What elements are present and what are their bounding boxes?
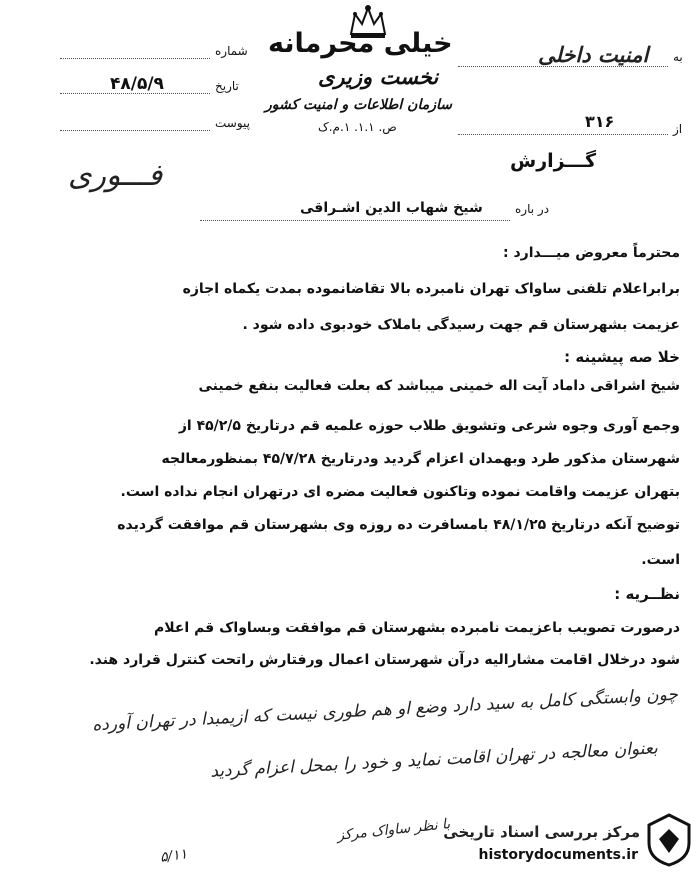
watermark-url: historydocuments.ir: [478, 847, 638, 863]
to-label: به: [673, 50, 683, 64]
handwritten-date: ۵/۱۱: [159, 846, 189, 866]
summary-line-5: توضیح آنکه درتاریخ ۴۸/۱/۲۵ بامسافرت ده روزه وی بشهرستان قم موافقت گردیده: [117, 517, 680, 533]
number-label: شماره: [215, 44, 248, 58]
from-value: ۳۱۶: [585, 112, 615, 131]
date-value: ۴۸/۵/۹: [110, 74, 164, 94]
summary-line-3: شهرستان مذکور طرد وبهمدان اعزام گردید ودرتاریخ ۴۵/۷/۲۸ بمنظورمعالجه: [161, 451, 680, 467]
report-title: گـــزارش: [510, 150, 597, 172]
watermark-text: مرکز بررسی اسناد تاریخی: [443, 823, 640, 841]
date-label: تاریخ: [215, 79, 239, 93]
to-value: امنیت داخلی: [538, 42, 649, 67]
organization-code: ص. ۱.۱. ۱.م.ک: [318, 120, 397, 134]
salutation: محترماً معروض میـــدارد :: [502, 245, 680, 261]
handwritten-note-1: چون وابستگی کامل به سید دارد وضع او هم طوری نیست که ازیمبدا در تهران آورده: [91, 684, 679, 736]
summary-line-2: وجمع آوری وجوه شرعی وتشویق طلاب حوزه علمیه قم درتاریخ ۴۵/۲/۵ از: [178, 418, 680, 434]
opinion-heading: نظــریه :: [614, 585, 680, 603]
urgency-stamp: فـــوری: [68, 158, 163, 193]
ministry-title: نخست وزیری: [318, 65, 439, 89]
from-label: از: [673, 122, 683, 136]
classification-stamp: خیلی محرمانه: [268, 28, 453, 59]
summary-line-4: بتهران عزیمت واقامت نموده وتاکنون فعالیت مضره ای درتهران انجام نداده است.: [120, 484, 680, 500]
summary-heading: خلا صه پیشینه :: [564, 348, 680, 366]
attachment-label: پیوست: [215, 116, 250, 130]
subject-value: شیخ شهاب الدین اشـراقی: [300, 200, 483, 216]
body-line-1: برابراعلام تلفنی ساواک تهران نامبرده بالا تقاضانموده بمدت یکماه اجازه: [182, 281, 680, 297]
summary-line-1: شیخ اشراقی داماد آیت اله خمینی میباشد که بعلت فعالیت بنفع خمینی: [198, 378, 680, 394]
opinion-line-2: شود درخلال اقامت مشارالیه درآن شهرستان اعمال ورفتارش راتحت کنترل قرارد هند.: [89, 652, 680, 668]
watermark-emblem-icon: [645, 813, 693, 871]
body-line-2: عزیمت بشهرستان قم جهت رسیدگی باملاک خودبوی داده شود .: [242, 317, 680, 333]
summary-line-6: است.: [641, 552, 680, 568]
organization-title: سازمان اطلاعات و امنیت کشور: [265, 97, 452, 113]
handwritten-note-3: با نظر ساواک مرکز: [336, 816, 451, 844]
handwritten-note-2: بعنوان معالجه در تهران اقامت نماید و خود را بمحل اعزام گردید: [209, 738, 659, 782]
subject-label: در باره: [515, 202, 550, 216]
opinion-line-1: درصورت تصویب باعزیمت نامبرده بشهرستان قم موافقت وبساواک قم اعلام: [153, 620, 680, 636]
